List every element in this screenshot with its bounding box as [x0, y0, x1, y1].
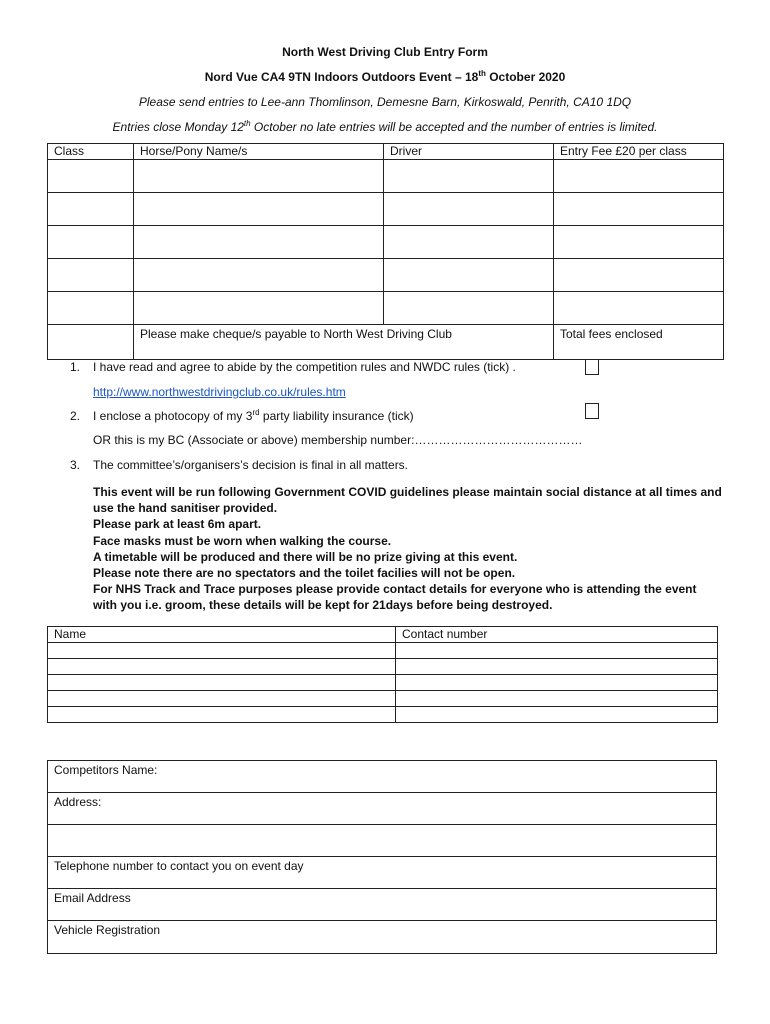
vehicle-registration-field[interactable]: Vehicle Registration [54, 923, 161, 937]
committee-decision-text: The committee’s/organisers’s decision is final in all matters. [93, 458, 409, 472]
class-cell[interactable] [48, 226, 134, 259]
contact-number-cell[interactable] [396, 691, 718, 707]
entry-row [48, 259, 724, 292]
name-cell[interactable] [48, 659, 396, 675]
header-entry-fee: Entry Fee £20 per class [554, 144, 724, 160]
contact-row [48, 643, 718, 659]
entry-fee-cell[interactable] [554, 259, 724, 292]
header-contact-number: Contact number [396, 627, 718, 643]
notice-line: Face masks must be worn when walking the course. [93, 533, 392, 548]
totals-blank-cell [48, 325, 134, 360]
entry-fee-cell[interactable] [554, 292, 724, 325]
total-fees-label[interactable]: Total fees enclosed [554, 325, 724, 360]
driver-cell[interactable] [384, 193, 554, 226]
covid-notice [93, 484, 723, 614]
rules-link[interactable]: http://www.northwestdrivingclub.co.uk/rules.htm [93, 385, 346, 399]
contact-number-cell[interactable] [396, 707, 718, 723]
contact-row [48, 659, 718, 675]
notice-line: Please park at least 6m apart. [93, 517, 262, 532]
entry-row [48, 292, 724, 325]
entry-row [48, 160, 724, 193]
driver-cell[interactable] [384, 259, 554, 292]
driver-cell[interactable] [384, 292, 554, 325]
name-cell[interactable] [48, 643, 396, 659]
cheque-note: Please make cheque/s payable to North West Driving Club [134, 325, 554, 360]
contact-row [48, 675, 718, 691]
send-entries-line: Please send entries to Lee-ann Thomlinson, Demesne Barn, Kirkoswald, Penrith, CA10 1DQ [138, 95, 632, 109]
header-name: Name [48, 627, 396, 643]
declarations-list [70, 360, 630, 470]
horse-name-cell[interactable] [134, 259, 384, 292]
header-driver: Driver [384, 144, 554, 160]
notice-line: Please note there are no spectators and the toilet facilies will not be open. [93, 566, 516, 581]
item-number: 2. [70, 409, 81, 423]
entry-row [48, 193, 724, 226]
contact-table-header [48, 627, 718, 643]
header-horse-name: Horse/Pony Name/s [134, 144, 384, 160]
entry-fee-cell[interactable] [554, 193, 724, 226]
item-number: 3. [70, 458, 81, 472]
item-number: 1. [70, 360, 81, 374]
entry-row [48, 226, 724, 259]
form-title: North West Driving Club Entry Form [282, 45, 488, 59]
driver-cell[interactable] [384, 226, 554, 259]
contact-number-cell[interactable] [396, 659, 718, 675]
name-cell[interactable] [48, 675, 396, 691]
class-cell[interactable] [48, 193, 134, 226]
contact-number-cell[interactable] [396, 643, 718, 659]
competitor-details-box [47, 760, 717, 954]
email-field[interactable]: Email Address [48, 889, 716, 921]
bc-membership-line[interactable]: OR this is my BC (Associate or above) membership number:…………………………………… [93, 433, 583, 447]
entries-close-line: Entries close Monday 12th October no late entries will be accepted and the number of entries is limited. [112, 119, 658, 134]
contact-table [47, 626, 718, 723]
insurance-text: I enclose a photocopy of my 3rd party liability insurance (tick) [93, 408, 414, 423]
driver-cell[interactable] [384, 160, 554, 193]
address-field[interactable]: Address: [48, 793, 716, 825]
class-cell[interactable] [48, 160, 134, 193]
notice-line: For NHS Track and Trace purposes please provide contact details for everyone who is attending the event with you i.e. groom, these details will be kept for 21days before being destroyed. [93, 582, 697, 613]
name-cell[interactable] [48, 691, 396, 707]
competitor-name-field[interactable]: Competitors Name: [48, 761, 716, 793]
horse-name-cell[interactable] [134, 160, 384, 193]
header-class: Class [48, 144, 134, 160]
insurance-tick-checkbox[interactable] [585, 403, 599, 419]
entry-table-header [48, 144, 724, 160]
notice-line: This event will be run following Government COVID guidelines please maintain social distance at all times and use the hand sanitiser provided. [93, 485, 722, 516]
event-day-phone-field[interactable]: Telephone number to contact you on event day [48, 857, 716, 889]
class-cell[interactable] [48, 259, 134, 292]
horse-name-cell[interactable] [134, 292, 384, 325]
rules-agree-text: I have read and agree to abide by the competition rules and NWDC rules (tick) . [93, 360, 516, 374]
entry-table [47, 143, 724, 360]
name-cell[interactable] [48, 707, 396, 723]
horse-name-cell[interactable] [134, 193, 384, 226]
contact-row [48, 707, 718, 723]
horse-name-cell[interactable] [134, 226, 384, 259]
event-line: Nord Vue CA4 9TN Indoors Outdoors Event – 18th October 2020 [204, 69, 566, 84]
address-field-continued[interactable] [48, 825, 716, 857]
class-cell[interactable] [48, 292, 134, 325]
totals-row [48, 325, 724, 360]
rules-tick-checkbox[interactable] [585, 359, 599, 375]
notice-line: A timetable will be produced and there will be no prize giving at this event. [93, 549, 518, 564]
contact-number-cell[interactable] [396, 675, 718, 691]
contact-row [48, 691, 718, 707]
entry-fee-cell[interactable] [554, 226, 724, 259]
entry-fee-cell[interactable] [554, 160, 724, 193]
